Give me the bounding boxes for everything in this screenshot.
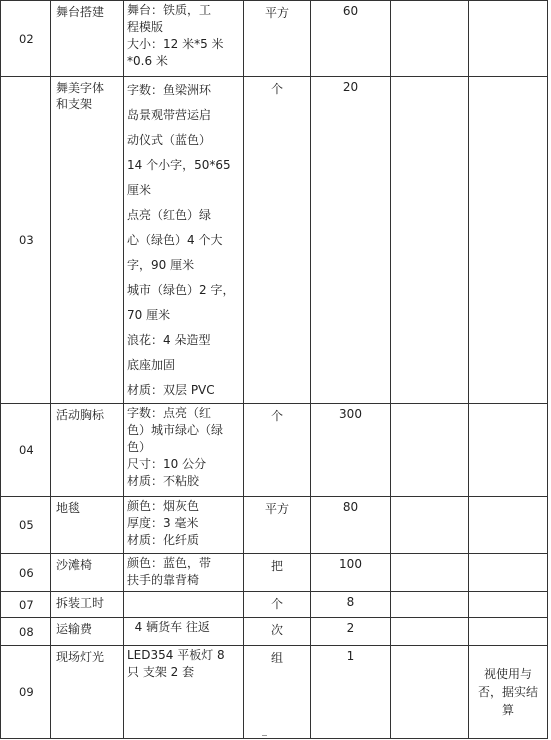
item-unit: 个 <box>244 404 311 497</box>
description-line: 心（绿色）4 个大 <box>127 233 223 247</box>
description-line: LED354 平板灯 8 <box>127 648 225 662</box>
item-name <box>51 592 124 618</box>
table-row <box>1 77 548 404</box>
item-name-line: 舞台搭建 <box>56 5 105 19</box>
note-line: 算 <box>501 703 514 717</box>
description-line: 材质：化纤质 <box>127 533 200 547</box>
row-number: 05 <box>1 497 51 554</box>
item-quantity: 80 <box>311 497 391 554</box>
item-name-line: 现场灯光 <box>56 650 105 664</box>
item-unit: 组 <box>244 646 311 739</box>
description-line: 颜色：蓝色，带 <box>127 556 212 570</box>
item-note <box>469 646 548 739</box>
item-note <box>469 554 548 592</box>
item-description <box>124 1 244 77</box>
description-line: 厘米 <box>127 183 152 197</box>
description-line: 只 支架 2 套 <box>127 665 195 679</box>
description-line: *0.6 米 <box>127 54 168 68</box>
item-description <box>124 592 244 618</box>
item-quantity: 100 <box>311 554 391 592</box>
item-note <box>469 618 548 646</box>
table-row <box>1 646 548 739</box>
item-quantity: 1 <box>311 646 391 739</box>
description-line: 点亮（红色）绿 <box>127 208 212 222</box>
item-note <box>469 592 548 618</box>
row-number: 06 <box>1 554 51 592</box>
description-line: 字数：点亮（红 <box>127 406 212 420</box>
price-cell <box>391 1 469 77</box>
description-line: 底座加固 <box>127 358 176 372</box>
item-quantity: 8 <box>311 592 391 618</box>
item-name-line: 舞美字体 <box>56 81 105 95</box>
item-quantity: 2 <box>311 618 391 646</box>
description-line: 材质：双层 PVC <box>127 383 215 397</box>
page-edge-mark <box>262 735 267 740</box>
item-description <box>124 404 244 497</box>
description-line: 城市（绿色）2 字， <box>127 283 235 297</box>
price-cell <box>391 497 469 554</box>
row-number: 02 <box>1 1 51 77</box>
row-number: 08 <box>1 618 51 646</box>
item-note <box>469 404 548 497</box>
description-line: 4 辆货车 往返 <box>127 620 210 634</box>
item-name-line: 地毯 <box>56 501 81 515</box>
item-note <box>469 1 548 77</box>
description-line: 色）城市绿心（绿 <box>127 423 224 437</box>
description-line: 材质：不粘胶 <box>127 474 200 488</box>
description-line: 动仪式（蓝色） <box>127 133 212 147</box>
item-unit: 把 <box>244 554 311 592</box>
note-line: 否，据实结 <box>477 685 538 699</box>
item-quantity: 60 <box>311 1 391 77</box>
item-name-line: 沙滩椅 <box>56 558 93 572</box>
table-row <box>1 404 548 497</box>
price-cell <box>391 77 469 404</box>
row-number: 03 <box>1 77 51 404</box>
description-line: 厚度：3 毫米 <box>127 516 199 530</box>
price-cell <box>391 554 469 592</box>
description-line: 浪花：4 朵造型 <box>127 333 211 347</box>
item-name-line: 拆装工时 <box>56 596 105 610</box>
item-unit: 个 <box>244 77 311 404</box>
item-description <box>124 646 244 739</box>
item-name-line: 运输费 <box>56 622 93 636</box>
item-description <box>124 554 244 592</box>
description-line: 色） <box>127 440 152 454</box>
item-description <box>124 497 244 554</box>
item-description <box>124 77 244 404</box>
note-line: 视使用与 <box>483 667 532 681</box>
description-line: 程模版 <box>127 20 164 34</box>
item-name <box>51 404 124 497</box>
price-cell <box>391 404 469 497</box>
item-name <box>51 554 124 592</box>
item-unit: 平方 <box>244 497 311 554</box>
description-line: 尺寸：10 公分 <box>127 457 207 471</box>
item-note <box>469 497 548 554</box>
table-row <box>1 618 548 646</box>
item-unit: 平方 <box>244 1 311 77</box>
table-row <box>1 592 548 618</box>
description-line: 颜色：烟灰色 <box>127 499 200 513</box>
item-name-line: 和支架 <box>56 97 93 111</box>
price-cell <box>391 592 469 618</box>
item-name <box>51 646 124 739</box>
description-line: 舞台：铁质，工 <box>127 3 212 17</box>
price-cell <box>391 646 469 739</box>
item-quantity: 300 <box>311 404 391 497</box>
item-description <box>124 618 244 646</box>
item-name <box>51 497 124 554</box>
table-row <box>1 554 548 592</box>
row-number: 04 <box>1 404 51 497</box>
row-number: 09 <box>1 646 51 739</box>
description-line: 岛景观带营运启 <box>127 108 212 122</box>
table-row <box>1 1 548 77</box>
item-name-line: 活动胸标 <box>56 408 105 422</box>
item-name <box>51 77 124 404</box>
description-line: 70 厘米 <box>127 308 171 322</box>
row-number: 07 <box>1 592 51 618</box>
description-line: 14 个小字，50*65 <box>127 158 231 172</box>
table-row <box>1 497 548 554</box>
item-unit: 次 <box>244 618 311 646</box>
description-line: 字数：鱼梁洲环 <box>127 83 212 97</box>
description-line: 字，90 厘米 <box>127 258 195 272</box>
description-line: 扶手的靠背椅 <box>127 573 200 587</box>
description-line: 大小：12 米*5 米 <box>127 37 224 51</box>
item-name <box>51 1 124 77</box>
item-quantity: 20 <box>311 77 391 404</box>
item-note <box>469 77 548 404</box>
price-cell <box>391 618 469 646</box>
item-name <box>51 618 124 646</box>
item-unit: 个 <box>244 592 311 618</box>
